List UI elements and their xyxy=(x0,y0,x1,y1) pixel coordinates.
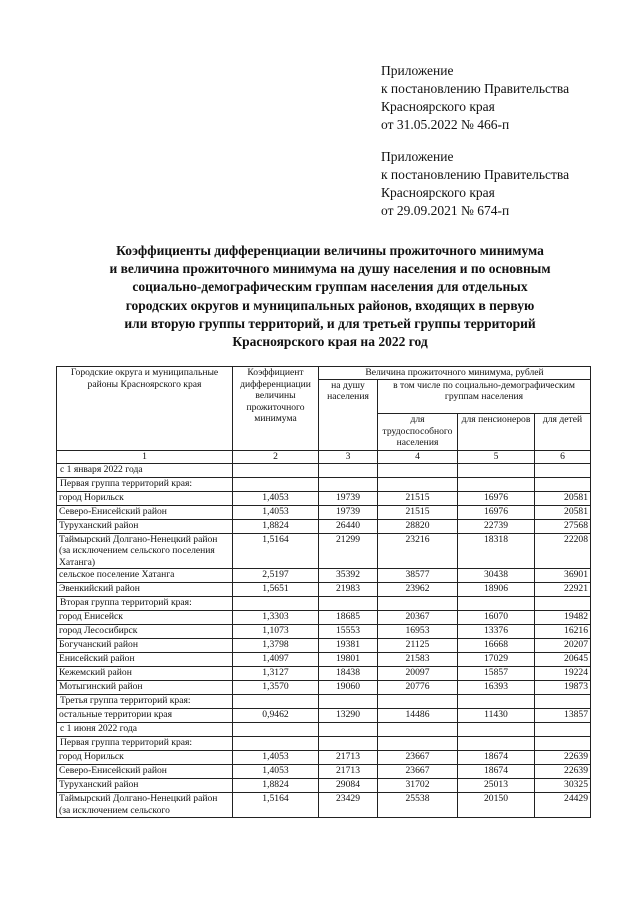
section-row xyxy=(57,737,591,751)
region-cell: Мотыгинский район xyxy=(57,681,233,695)
per-capita-cell: 19060 xyxy=(319,681,378,695)
empty-cell xyxy=(233,463,319,477)
table-row xyxy=(57,793,591,817)
empty-cell xyxy=(319,723,378,737)
working-cell: 21583 xyxy=(378,653,458,667)
appendix-block-current xyxy=(381,62,569,134)
children-cell: 20581 xyxy=(535,505,591,519)
appendix-label: Приложение xyxy=(381,149,454,164)
table-row xyxy=(57,765,591,779)
region-cell: город Лесосибирск xyxy=(57,625,233,639)
table-row xyxy=(57,491,591,505)
empty-cell xyxy=(535,463,591,477)
pensioners-cell: 11430 xyxy=(458,709,535,723)
children-cell: 22639 xyxy=(535,751,591,765)
pensioners-cell: 30438 xyxy=(458,569,535,583)
pensioners-cell: 18906 xyxy=(458,583,535,597)
per-capita-cell: 15553 xyxy=(319,625,378,639)
region-cell: Эвенкийский район xyxy=(57,583,233,597)
header-including: в том числе по социально-демографическим группам населения xyxy=(378,379,591,413)
children-cell: 20581 xyxy=(535,491,591,505)
coefficient-cell: 1,4053 xyxy=(233,491,319,505)
table-row xyxy=(57,611,591,625)
children-cell: 22639 xyxy=(535,765,591,779)
coefficient-cell: 1,3127 xyxy=(233,667,319,681)
empty-cell xyxy=(458,477,535,491)
children-cell: 16216 xyxy=(535,625,591,639)
pensioners-cell: 18318 xyxy=(458,533,535,569)
pensioners-cell: 18674 xyxy=(458,751,535,765)
empty-cell xyxy=(458,463,535,477)
per-capita-cell: 19739 xyxy=(319,505,378,519)
coefficient-cell: 1,5164 xyxy=(233,533,319,569)
empty-cell xyxy=(319,463,378,477)
empty-cell xyxy=(378,695,458,709)
table-row xyxy=(57,533,591,569)
appendix-region: Красноярского края xyxy=(381,99,495,114)
appendix-ref: к постановлению Правительства xyxy=(381,167,570,182)
region-cell: Северо-Енисейский район xyxy=(57,765,233,779)
table-row xyxy=(57,505,591,519)
per-capita-cell: 19381 xyxy=(319,639,378,653)
section-row xyxy=(57,463,591,477)
region-cell: Енисейский район xyxy=(57,653,233,667)
children-cell: 27568 xyxy=(535,519,591,533)
region-cell: Туруханский район xyxy=(57,779,233,793)
appendix-decree: от 29.09.2021 № 674-п xyxy=(381,203,510,218)
header-value-group: Величина прожиточного минимума, рублей xyxy=(319,367,591,380)
per-capita-cell: 18685 xyxy=(319,611,378,625)
title-line: городских округов и муниципальных районов, входящих в первую xyxy=(125,297,535,313)
working-cell: 23962 xyxy=(378,583,458,597)
pensioners-cell: 16668 xyxy=(458,639,535,653)
working-cell: 38577 xyxy=(378,569,458,583)
appendix-ref: к постановлению Правительства xyxy=(381,81,570,96)
section-row xyxy=(57,597,591,611)
table-row xyxy=(57,569,591,583)
empty-cell xyxy=(233,737,319,751)
per-capita-cell: 19801 xyxy=(319,653,378,667)
coefficient-cell: 1,5651 xyxy=(233,583,319,597)
coefficient-cell: 2,5197 xyxy=(233,569,319,583)
coefficient-cell: 1,4053 xyxy=(233,765,319,779)
pensioners-cell: 16976 xyxy=(458,491,535,505)
region-cell: город Норильск xyxy=(57,751,233,765)
region-cell: Кежемский район xyxy=(57,667,233,681)
section-row xyxy=(57,477,591,491)
working-cell: 14486 xyxy=(378,709,458,723)
per-capita-cell: 35392 xyxy=(319,569,378,583)
per-capita-cell: 21713 xyxy=(319,751,378,765)
pensioners-cell: 25013 xyxy=(458,779,535,793)
children-cell: 20207 xyxy=(535,639,591,653)
empty-cell xyxy=(233,597,319,611)
coefficient-cell: 1,8824 xyxy=(233,779,319,793)
working-cell: 23667 xyxy=(378,765,458,779)
children-cell: 24429 xyxy=(535,793,591,817)
working-cell: 28820 xyxy=(378,519,458,533)
per-capita-cell: 21713 xyxy=(319,765,378,779)
children-cell: 30325 xyxy=(535,779,591,793)
region-cell: остальные территории края xyxy=(57,709,233,723)
header-working: для трудоспособного населения xyxy=(378,414,458,451)
empty-cell xyxy=(319,737,378,751)
table-row xyxy=(57,751,591,765)
coefficient-cell: 1,4097 xyxy=(233,653,319,667)
table-row xyxy=(57,709,591,723)
table-row xyxy=(57,779,591,793)
pensioners-cell: 22739 xyxy=(458,519,535,533)
document-title xyxy=(70,242,590,351)
empty-cell xyxy=(458,597,535,611)
header-children: для детей xyxy=(535,414,591,451)
pensioners-cell: 13376 xyxy=(458,625,535,639)
empty-cell xyxy=(233,695,319,709)
region-cell: город Норильск xyxy=(57,491,233,505)
table-row xyxy=(57,519,591,533)
working-cell: 23216 xyxy=(378,533,458,569)
table-row xyxy=(57,653,591,667)
per-capita-cell: 21983 xyxy=(319,583,378,597)
title-line: социально-демографическим группам населения для отдельных xyxy=(132,279,528,295)
empty-cell xyxy=(319,477,378,491)
region-cell: Богучанский район xyxy=(57,639,233,653)
children-cell: 13857 xyxy=(535,709,591,723)
empty-cell xyxy=(378,477,458,491)
coefficient-cell: 1,3798 xyxy=(233,639,319,653)
title-line: Коэффициенты дифференциации величины прожиточного минимума xyxy=(116,243,544,258)
pensioners-cell: 15857 xyxy=(458,667,535,681)
children-cell: 19482 xyxy=(535,611,591,625)
coefficient-cell: 1,5164 xyxy=(233,793,319,817)
subsistence-minimum-table xyxy=(56,366,591,818)
pensioners-cell: 16070 xyxy=(458,611,535,625)
working-cell: 21515 xyxy=(378,491,458,505)
empty-cell xyxy=(458,695,535,709)
title-line: и величина прожиточного минимума на душу населения и по основным xyxy=(109,261,551,277)
section-label: с 1 июня 2022 года xyxy=(57,723,233,737)
empty-cell xyxy=(319,597,378,611)
header-pensioners: для пенсионеров xyxy=(458,414,535,451)
column-number: 6 xyxy=(535,451,591,464)
pensioners-cell: 20150 xyxy=(458,793,535,817)
per-capita-cell: 13290 xyxy=(319,709,378,723)
working-cell: 16953 xyxy=(378,625,458,639)
column-number-row xyxy=(57,451,591,464)
coefficient-cell: 0,9462 xyxy=(233,709,319,723)
region-cell: Северо-Енисейский район xyxy=(57,505,233,519)
column-number: 1 xyxy=(57,451,233,464)
column-number: 5 xyxy=(458,451,535,464)
pensioners-cell: 16393 xyxy=(458,681,535,695)
header-per-capita: на душу населения xyxy=(319,379,378,450)
region-cell: сельское поселение Хатанга xyxy=(57,569,233,583)
coefficient-cell: 1,8824 xyxy=(233,519,319,533)
appendix-label: Приложение xyxy=(381,63,454,78)
children-cell: 22208 xyxy=(535,533,591,569)
column-number: 2 xyxy=(233,451,319,464)
column-number: 4 xyxy=(378,451,458,464)
empty-cell xyxy=(535,723,591,737)
per-capita-cell: 23429 xyxy=(319,793,378,817)
empty-cell xyxy=(378,737,458,751)
section-label: Первая группа территорий края: xyxy=(57,477,233,491)
appendix-region: Красноярского края xyxy=(381,185,495,200)
empty-cell xyxy=(535,597,591,611)
empty-cell xyxy=(378,463,458,477)
appendix-decree: от 31.05.2022 № 466-п xyxy=(381,117,510,132)
working-cell: 23667 xyxy=(378,751,458,765)
pensioners-cell: 16976 xyxy=(458,505,535,519)
section-row xyxy=(57,723,591,737)
section-label: Третья группа территорий края: xyxy=(57,695,233,709)
section-row xyxy=(57,695,591,709)
region-cell: город Енисейск xyxy=(57,611,233,625)
per-capita-cell: 21299 xyxy=(319,533,378,569)
empty-cell xyxy=(319,695,378,709)
section-label: Первая группа территорий края: xyxy=(57,737,233,751)
empty-cell xyxy=(535,695,591,709)
section-label: Вторая группа территорий края: xyxy=(57,597,233,611)
coefficient-cell: 1,4053 xyxy=(233,505,319,519)
coefficient-cell: 1,4053 xyxy=(233,751,319,765)
table-row xyxy=(57,583,591,597)
working-cell: 20097 xyxy=(378,667,458,681)
coefficient-cell: 1,3570 xyxy=(233,681,319,695)
empty-cell xyxy=(233,723,319,737)
working-cell: 25538 xyxy=(378,793,458,817)
header-coefficient: Коэффициент дифференциации величины прожиточного минимума xyxy=(233,367,319,451)
region-cell: Туруханский район xyxy=(57,519,233,533)
appendix-block-original xyxy=(381,148,569,220)
working-cell: 20367 xyxy=(378,611,458,625)
children-cell: 19873 xyxy=(535,681,591,695)
children-cell: 20645 xyxy=(535,653,591,667)
pensioners-cell: 17029 xyxy=(458,653,535,667)
title-line: или вторую группы территорий, и для третьей группы территорий xyxy=(124,315,536,331)
region-cell: Таймырский Долгано-Ненецкий район (за исключением сельского xyxy=(57,793,233,817)
table-row xyxy=(57,625,591,639)
empty-cell xyxy=(233,477,319,491)
empty-cell xyxy=(535,477,591,491)
children-cell: 19224 xyxy=(535,667,591,681)
working-cell: 21515 xyxy=(378,505,458,519)
table-row xyxy=(57,681,591,695)
section-label: с 1 января 2022 года xyxy=(57,463,233,477)
working-cell: 31702 xyxy=(378,779,458,793)
region-cell: Таймырский Долгано-Ненецкий район (за исключением сельского поселения Хатанга) xyxy=(57,533,233,569)
working-cell: 21125 xyxy=(378,639,458,653)
header-region: Городские округа и муниципальные районы Красноярского края xyxy=(57,367,233,451)
per-capita-cell: 19739 xyxy=(319,491,378,505)
pensioners-cell: 18674 xyxy=(458,765,535,779)
children-cell: 36901 xyxy=(535,569,591,583)
title-line: Красноярского края на 2022 год xyxy=(232,334,428,350)
empty-cell xyxy=(458,723,535,737)
coefficient-cell: 1,1073 xyxy=(233,625,319,639)
per-capita-cell: 29084 xyxy=(319,779,378,793)
empty-cell xyxy=(535,737,591,751)
empty-cell xyxy=(458,737,535,751)
per-capita-cell: 26440 xyxy=(319,519,378,533)
column-number: 3 xyxy=(319,451,378,464)
empty-cell xyxy=(378,723,458,737)
children-cell: 22921 xyxy=(535,583,591,597)
table-row xyxy=(57,667,591,681)
per-capita-cell: 18438 xyxy=(319,667,378,681)
working-cell: 20776 xyxy=(378,681,458,695)
coefficient-cell: 1,3303 xyxy=(233,611,319,625)
empty-cell xyxy=(378,597,458,611)
table-row xyxy=(57,639,591,653)
